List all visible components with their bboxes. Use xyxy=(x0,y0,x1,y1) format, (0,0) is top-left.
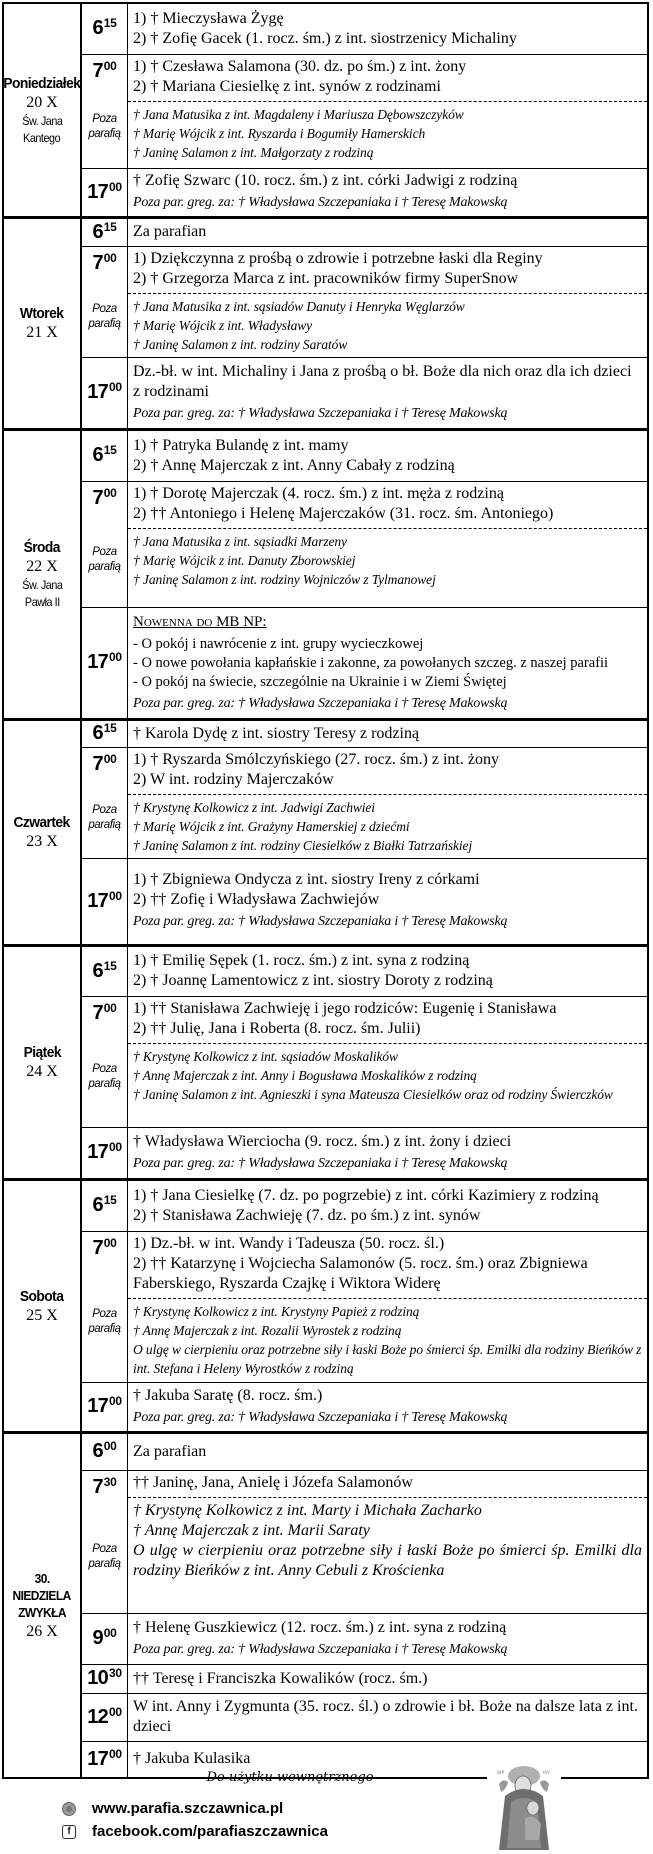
svg-text:ΘY: ΘY xyxy=(543,1771,551,1776)
mass-intentions xyxy=(128,55,647,168)
facebook-text[interactable]: facebook.com/parafiaszczawnica xyxy=(92,1823,328,1840)
mass-time-cell xyxy=(82,1471,128,1613)
mass-intentions xyxy=(128,1128,647,1178)
intention-line: 2) † Joannę Lamentowicz z int. siostry Doroty z rodziną xyxy=(133,972,493,989)
intention-line: 1) † Emilię Sępek (1. rocz. śm.) z int. syna z rodziną xyxy=(133,952,470,969)
outside-parish-intention: † Jana Matusika z int. sąsiadki Marzeny xyxy=(133,534,347,549)
intention-line: 1) † Dorotę Majerczak (4. rocz. śm.) z int. męża z rodziną xyxy=(133,485,504,502)
novena-intention: - O pokój i nawrócenie z int. grupy wycieczkowej xyxy=(133,636,424,652)
mass-row xyxy=(82,1693,647,1741)
time-minutes: 00 xyxy=(108,650,122,664)
mass-time-cell xyxy=(82,1665,128,1693)
mass-intentions xyxy=(128,1232,647,1382)
footer xyxy=(0,1760,653,1854)
mass-time xyxy=(92,1439,116,1465)
outside-parish-intention: † Krystynę Kolkowicz z int. sąsiadów Moskalików xyxy=(133,1049,398,1064)
facebook-icon: f xyxy=(62,1825,76,1839)
mass-time xyxy=(87,650,121,676)
gregorian-mass-note: Poza par. greg. za: † Władysława Szczepaniaka i † Teresę Makowską xyxy=(133,1409,508,1425)
day-name-line: ZWYKŁA xyxy=(18,1605,66,1620)
time-minutes: 15 xyxy=(103,16,117,30)
website-text[interactable]: www.parafia.szczawnica.pl xyxy=(92,1800,284,1817)
time-minutes: 00 xyxy=(108,1704,122,1719)
mass-intentions xyxy=(128,1383,647,1431)
intention-line: 2) † Annę Majerczak z int. Anny Cabały z rodziną xyxy=(133,456,455,474)
time-hour: 6 xyxy=(92,1440,103,1462)
time-minutes: 00 xyxy=(103,251,117,265)
time-hour: 7 xyxy=(92,252,103,274)
day-name: Piątek xyxy=(23,1044,61,1061)
mass-row xyxy=(82,858,647,944)
mass-time xyxy=(87,1140,121,1166)
day-cell xyxy=(4,1434,82,1777)
day-group xyxy=(4,216,647,428)
outside-parish-label-line: Poza xyxy=(92,1543,117,1555)
mass-intentions xyxy=(128,947,647,996)
mass-schedule-table xyxy=(2,2,649,1779)
mass-intentions xyxy=(128,219,647,246)
mass-intentions xyxy=(128,1434,647,1470)
outside-parish-label-line: parafią xyxy=(88,1078,121,1090)
gregorian-mass-note: Poza par. greg. za: † Władysława Szczepaniaka i † Teresę Makowską xyxy=(133,914,508,929)
gregorian-mass-note: Poza par. greg. za: † Władysława Szczepaniaka i † Teresę Makowską xyxy=(133,1641,508,1657)
time-minutes: 00 xyxy=(103,752,117,766)
mass-time xyxy=(92,220,116,246)
day-date: 21 X xyxy=(26,324,58,341)
mass-row xyxy=(82,481,647,607)
saint-name: Św. Jana xyxy=(21,113,63,128)
outside-parish-intention: † Janinę Salamon z int. rodziny Ciesielków z Białki Tatrzańskiej xyxy=(133,838,473,853)
day-name-line: 30. xyxy=(34,1571,50,1586)
outside-parish-label xyxy=(88,302,120,332)
outside-parish-intention: † Annę Majerczak z int. Marii Saraty xyxy=(133,1522,370,1539)
mass-time xyxy=(92,1475,116,1501)
time-minutes: 15 xyxy=(103,443,117,457)
intention-line: 1) † Czesława Salamona (30. dz. po śm.) z int. żony xyxy=(133,58,467,75)
outside-parish-label xyxy=(88,1307,120,1337)
intention-line: † Zofię Szwarc (10. rocz. śm.) z int. córki Jadwigi z rodziną xyxy=(133,172,518,189)
time-hour: 7 xyxy=(92,753,103,775)
mass-intentions xyxy=(128,1181,647,1231)
saint-name: Kantego xyxy=(23,130,61,145)
mass-time xyxy=(92,486,116,512)
time-minutes: 00 xyxy=(108,380,122,394)
mass-row xyxy=(82,607,647,718)
mass-row xyxy=(82,1127,647,1178)
outside-parish-label-line: Poza xyxy=(92,1308,117,1320)
outside-parish-label-line: parafią xyxy=(88,819,121,831)
time-hour: 6 xyxy=(92,220,103,243)
time-hour: 7 xyxy=(92,1002,103,1024)
mass-time-cell xyxy=(82,1128,128,1178)
mass-row xyxy=(82,1613,647,1664)
mass-time-cell xyxy=(82,1694,128,1741)
outside-parish-intention: † Janinę Salamon z int. rodziny Saratów xyxy=(133,337,348,352)
mass-intentions xyxy=(128,1694,647,1741)
mass-time-cell xyxy=(82,482,128,607)
outside-parish-label-line: parafią xyxy=(88,1558,121,1570)
time-hour: 17 xyxy=(87,1141,108,1163)
mass-time xyxy=(92,443,116,469)
time-hour: 17 xyxy=(87,381,108,403)
mass-time xyxy=(92,59,116,85)
mass-time-cell xyxy=(82,997,128,1127)
time-hour: 9 xyxy=(92,1627,103,1649)
day-group xyxy=(4,1178,647,1431)
mass-rows xyxy=(82,219,647,428)
outside-parish-label xyxy=(88,1542,120,1572)
day-cell xyxy=(4,219,82,428)
mass-rows xyxy=(82,1434,647,1777)
mass-time-cell xyxy=(82,55,128,168)
mass-time xyxy=(92,721,116,747)
time-minutes: 00 xyxy=(103,486,117,500)
time-hour: 6 xyxy=(92,959,103,982)
mass-row xyxy=(82,246,647,357)
time-minutes: 00 xyxy=(103,59,117,73)
mass-time xyxy=(92,16,116,42)
mass-time-cell xyxy=(82,721,128,747)
day-name: Czwartek xyxy=(13,814,71,831)
day-group xyxy=(4,1431,647,1777)
mass-time xyxy=(92,959,116,985)
time-hour: 10 xyxy=(87,1667,108,1689)
mass-rows xyxy=(82,4,647,216)
mass-row xyxy=(82,1181,647,1231)
outside-parish-label xyxy=(88,112,120,142)
time-hour: 17 xyxy=(87,180,108,203)
mass-intentions xyxy=(128,169,647,216)
intention-line: † Jakuba Kulasika xyxy=(133,1750,251,1767)
outside-parish-label-line: parafią xyxy=(88,127,121,140)
time-minutes: 15 xyxy=(103,219,117,234)
time-minutes: 00 xyxy=(108,179,122,194)
novena-intention: - O nowe powołania kapłańskie i zakonne, za powołanych szczeg. z naszej parafii xyxy=(133,655,609,671)
intention-line: 2) † Stanisława Zachwieję (7. dz. po śm.) z int. synów xyxy=(133,1206,481,1224)
novena-heading: Nowenna do MB NP: xyxy=(133,614,267,630)
intention-line: † Jakuba Saratę (8. rocz. śm.) xyxy=(133,1386,323,1404)
mass-intentions xyxy=(128,358,647,428)
outside-parish-label xyxy=(88,1062,120,1092)
day-cell xyxy=(4,431,82,718)
dashed-divider xyxy=(128,293,647,294)
intention-line: Za parafian xyxy=(133,223,207,240)
day-name: Sobota xyxy=(20,1287,64,1305)
mass-time xyxy=(87,1666,121,1692)
day-name: Środa xyxy=(23,539,61,556)
mass-time xyxy=(87,1394,121,1420)
intention-line: † Karola Dydę z int. siostry Teresy z rodziną xyxy=(133,724,420,742)
intention-line: †† Janinę, Jana, Anielę i Józefa Salamonów xyxy=(133,1474,413,1491)
outside-parish-intention: † Janinę Salamon z int. rodziny Wojniczów z Tylmanowej xyxy=(133,572,436,587)
intention-line: † Helenę Guszkiewicz (12. rocz. śm.) z int. syna z rodziną xyxy=(133,1618,507,1636)
mass-time-cell xyxy=(82,608,128,718)
mass-time-cell xyxy=(82,1434,128,1470)
intention-line: 1) † Patryka Bulandę z int. mamy xyxy=(133,436,349,454)
time-minutes: 15 xyxy=(103,958,117,973)
outside-parish-intention: † Marię Wójcik z int. Grażyny Hamerskiej z dziećmi xyxy=(133,819,410,834)
time-hour: 17 xyxy=(87,1395,108,1417)
time-minutes: 00 xyxy=(103,1439,117,1453)
dashed-divider xyxy=(128,528,647,529)
mass-time-cell xyxy=(82,169,128,216)
time-hour: 17 xyxy=(87,889,108,912)
outside-parish-label-line: Poza xyxy=(92,1063,117,1075)
novena-intention: - O pokój na świecie, szczególnie na Ukrainie i w Ziemi Świętej xyxy=(133,674,507,690)
mass-rows xyxy=(82,721,647,944)
intention-line: 1) † Jana Ciesielkę (7. dz. po pogrzebie) z int. córki Kazimiery z rodziną xyxy=(133,1186,599,1204)
day-date: 23 X xyxy=(26,833,58,850)
mass-row xyxy=(82,947,647,996)
mass-intentions xyxy=(128,748,647,858)
mass-row xyxy=(82,431,647,481)
intention-line: †† Teresę i Franciszka Kowalików (rocz. śm.) xyxy=(133,1669,428,1687)
mass-intentions xyxy=(128,721,647,747)
intention-line: 1) † Mieczysława Żygę xyxy=(133,9,284,27)
mass-time xyxy=(92,1193,116,1219)
day-group xyxy=(4,944,647,1178)
mass-intentions xyxy=(128,431,647,481)
mass-time xyxy=(87,180,121,206)
gregorian-mass-note: Poza par. greg. za: † Władysława Szczepaniaka i † Teresę Makowską xyxy=(133,1155,508,1171)
mass-intentions xyxy=(128,1471,647,1613)
day-group xyxy=(4,428,647,718)
time-minutes: 00 xyxy=(108,888,122,903)
mass-row xyxy=(82,1382,647,1431)
mass-row xyxy=(82,1470,647,1613)
outside-parish-intention: O ulgę w cierpieniu oraz potrzebne siły i łaski Boże po śmierci śp. Emilki dla rodziny Bieńków z int. Stefana i Heleny Wyrostków z rodziną xyxy=(133,1342,642,1376)
mass-rows xyxy=(82,431,647,718)
outside-parish-label-line: parafią xyxy=(88,318,121,330)
mass-time-cell xyxy=(82,947,128,996)
mass-row xyxy=(82,996,647,1127)
mass-row xyxy=(82,219,647,246)
intention-line: 2) †† Katarzynę i Wojciecha Salamonów (5. rocz. śm.) oraz Zbigniewa Faberskiego, Ryszarda Czajkę i Wiktora Widerę xyxy=(133,1255,588,1292)
time-minutes: 00 xyxy=(108,1746,122,1761)
time-hour: 17 xyxy=(87,1747,108,1770)
day-date: 25 X xyxy=(26,1306,58,1324)
outside-parish-intention: † Krystynę Kolkowicz z int. Krystyny Papież z rodziną xyxy=(133,1304,420,1319)
mass-time xyxy=(92,1236,116,1262)
outside-parish-label-line: Poza xyxy=(92,112,117,125)
mass-row xyxy=(82,747,647,858)
outside-parish-label-line: Poza xyxy=(92,545,117,558)
mass-intentions xyxy=(128,4,647,54)
time-minutes: 00 xyxy=(103,1236,117,1250)
mass-time xyxy=(87,380,121,406)
outside-parish-intention: † Janinę Salamon z int. Małgorzaty z rodziną xyxy=(133,145,374,160)
mass-row xyxy=(82,1231,647,1382)
outside-parish-label-line: parafią xyxy=(88,1323,121,1335)
intention-line: 1) Dziękczynna z prośbą o zdrowie i potrzebne łaski dla Reginy xyxy=(133,250,543,267)
time-minutes: 15 xyxy=(103,1193,117,1207)
saint-name: Pawła II xyxy=(24,595,60,609)
mass-intentions xyxy=(128,859,647,944)
intention-line: 1) Dz.-bł. w int. Wandy i Tadeusza (50. rocz. śl.) xyxy=(133,1235,445,1252)
outside-parish-label-line: Poza xyxy=(92,303,117,315)
time-minutes: 15 xyxy=(103,721,117,735)
mass-time-cell xyxy=(82,1614,128,1664)
time-hour: 7 xyxy=(92,1476,103,1498)
outside-parish-intention: † Marię Wójcik z int. Władysławy xyxy=(133,318,313,333)
time-hour: 6 xyxy=(92,17,103,39)
time-hour: 12 xyxy=(87,1705,108,1728)
mass-time-cell xyxy=(82,1181,128,1231)
mass-intentions xyxy=(128,1614,647,1664)
mass-row xyxy=(82,357,647,428)
mass-time xyxy=(92,752,116,778)
mass-time-cell xyxy=(82,748,128,858)
outside-parish-intention: † Krystynę Kolkowicz z int. Jadwigi Zachwiei xyxy=(133,800,375,815)
day-group xyxy=(4,4,647,216)
day-date: 26 X xyxy=(26,1623,58,1640)
intention-line: 1) † Zbigniewa Ondycza z int. siostry Ireny z córkami xyxy=(133,871,480,888)
gregorian-mass-note: Poza par. greg. za: † Władysława Szczepaniaka i † Teresę Makowską xyxy=(133,195,508,210)
mass-time xyxy=(92,251,116,277)
mass-rows xyxy=(82,1181,647,1431)
outside-parish-intention: † Jana Matusika z int. sąsiadów Danuty i Henryka Węglarzów xyxy=(133,299,465,314)
time-hour: 6 xyxy=(92,1194,103,1216)
outside-parish-intention: † Marię Wójcik z int. Ryszarda i Bogumiły Hamerskich xyxy=(133,126,426,141)
intention-line: W int. Anny i Zygmunta (35. rocz. śl.) o zdrowie i bł. Boże na dalsze lata z int. dzieci xyxy=(133,1698,638,1735)
mass-row xyxy=(82,1434,647,1470)
dashed-divider xyxy=(128,1298,647,1299)
outside-parish-intention: † Marię Wójcik z int. Danuty Zborowskiej xyxy=(133,553,356,568)
outside-parish-intention: O ulgę w cierpieniu oraz potrzebne siły i łaski Boże po śmierci śp. Emilki dla rodziny Bieńków z int. Anny Cebuli z Krościenka xyxy=(133,1542,642,1579)
mass-intentions xyxy=(128,1665,647,1693)
day-name: Wtorek xyxy=(20,305,64,322)
mass-time-cell xyxy=(82,4,128,54)
day-cell xyxy=(4,721,82,944)
day-date: 22 X xyxy=(26,558,58,575)
mass-time-cell xyxy=(82,1383,128,1431)
intention-line: 2) † Grzegorza Marca z int. pracowników firmy SuperSnow xyxy=(133,270,519,287)
day-name: Poniedziałek xyxy=(3,74,81,92)
outside-parish-intention: † Annę Majerczak z int. Rozalii Wyrostek z rodziną xyxy=(133,1323,402,1338)
intention-line: 2) † Zofię Gacek (1. rocz. śm.) z int. siostrzenicy Michaliny xyxy=(133,29,517,47)
mass-intentions xyxy=(128,482,647,607)
mass-rows xyxy=(82,947,647,1178)
day-cell xyxy=(4,1181,82,1431)
mass-time-cell xyxy=(82,219,128,246)
day-date: 24 X xyxy=(26,1063,58,1080)
day-cell xyxy=(4,947,82,1178)
time-hour: 17 xyxy=(87,651,108,673)
time-hour: 6 xyxy=(92,444,103,466)
mass-time xyxy=(87,1705,121,1731)
intention-line: Za parafian xyxy=(133,1442,207,1460)
day-name-line: NIEDZIELA xyxy=(12,1588,72,1603)
time-minutes: 00 xyxy=(108,1394,122,1408)
gregorian-mass-note: Poza par. greg. za: † Władysława Szczepaniaka i † Teresę Makowską xyxy=(133,405,508,421)
outside-parish-label-line: Poza xyxy=(92,804,117,816)
mass-time-cell xyxy=(82,431,128,481)
mass-row xyxy=(82,168,647,216)
mass-intentions xyxy=(128,247,647,357)
dashed-divider xyxy=(128,794,647,795)
mass-intentions xyxy=(128,997,647,1127)
intention-line: 2) † Mariana Ciesielkę z int. synów z rodzinami xyxy=(133,78,441,95)
mass-row xyxy=(82,4,647,54)
time-minutes: 30 xyxy=(108,1666,122,1680)
intention-line: 2) †† Julię, Jana i Roberta (8. rocz. śm. Julii) xyxy=(133,1020,421,1037)
facebook-link[interactable] xyxy=(62,1823,328,1840)
mass-time xyxy=(92,1626,116,1652)
intention-line: 2) †† Antoniego i Helenę Majerczaków (31. rocz. śm. Antoniego) xyxy=(133,505,554,522)
time-minutes: 00 xyxy=(103,1626,117,1640)
time-minutes: 30 xyxy=(103,1475,117,1489)
intention-line: † Władysława Wierciocha (9. rocz. śm.) z int. żony i dzieci xyxy=(133,1132,512,1150)
outside-parish-intention: † Janinę Salamon z int. Agnieszki i syna Mateusza Ciesielków oraz od rodziny Świerczków xyxy=(133,1087,613,1102)
mass-row xyxy=(82,54,647,168)
website-link[interactable] xyxy=(62,1800,283,1817)
internal-use-note: Do użytku wewnętrznego xyxy=(206,1770,374,1785)
time-hour: 7 xyxy=(92,60,103,82)
mass-intentions xyxy=(128,608,647,718)
mass-time-cell xyxy=(82,1232,128,1382)
time-minutes: 00 xyxy=(108,1140,122,1154)
outside-parish-label xyxy=(88,803,120,833)
mass-row xyxy=(82,1664,647,1693)
mass-time-cell xyxy=(82,859,128,944)
day-date: 20 X xyxy=(26,93,58,111)
outside-parish-label xyxy=(88,545,120,575)
day-group xyxy=(4,718,647,944)
time-minutes: 00 xyxy=(103,1001,117,1015)
time-hour: 6 xyxy=(92,722,103,744)
time-hour: 7 xyxy=(92,487,103,509)
intention-line: 1) † Ryszarda Smólczyńskiego (27. rocz. śm.) z int. żony xyxy=(133,751,499,768)
outside-parish-intention: † Krystynę Kolkowicz z int. Marty i Michała Zacharko xyxy=(133,1502,482,1519)
saint-name: Św. Jana xyxy=(21,578,63,592)
dashed-divider xyxy=(128,101,647,102)
intention-line: Dz.-bł. w int. Michaliny i Jana z prośbą o bł. Boże dla nich oraz dla ich dzieci z rodzinami xyxy=(133,362,632,400)
intention-line: 1) †† Stanisława Zachwieję i jego rodziców: Eugenię i Stanisława xyxy=(133,1000,557,1017)
day-cell xyxy=(4,4,82,216)
dashed-divider xyxy=(128,1043,647,1044)
mass-row xyxy=(82,721,647,747)
outside-parish-intention: † Annę Majerczak z int. Anny i Bogusława Moskalików z rodziną xyxy=(133,1068,477,1083)
globe-icon xyxy=(62,1802,76,1816)
intention-line: 2) †† Zofię i Władysława Zachwiejów xyxy=(133,891,380,908)
mass-time xyxy=(87,889,121,915)
gregorian-mass-note: Poza par. greg. za: † Władysława Szczepaniaka i † Teresę Makowską xyxy=(133,696,508,711)
outside-parish-label-line: parafią xyxy=(88,560,121,573)
svg-text:MP: MP xyxy=(497,1771,505,1776)
time-hour: 7 xyxy=(92,1237,103,1259)
mass-time xyxy=(92,1001,116,1027)
intention-line: 2) W int. rodziny Majerczaków xyxy=(133,771,334,788)
dashed-divider xyxy=(128,1497,647,1498)
mass-time-cell xyxy=(82,358,128,428)
mass-time-cell xyxy=(82,247,128,357)
outside-parish-intention: † Jana Matusika z int. Magdaleny i Mariusza Dębowszczyków xyxy=(133,107,464,122)
madonna-icon-image xyxy=(487,1762,561,1852)
